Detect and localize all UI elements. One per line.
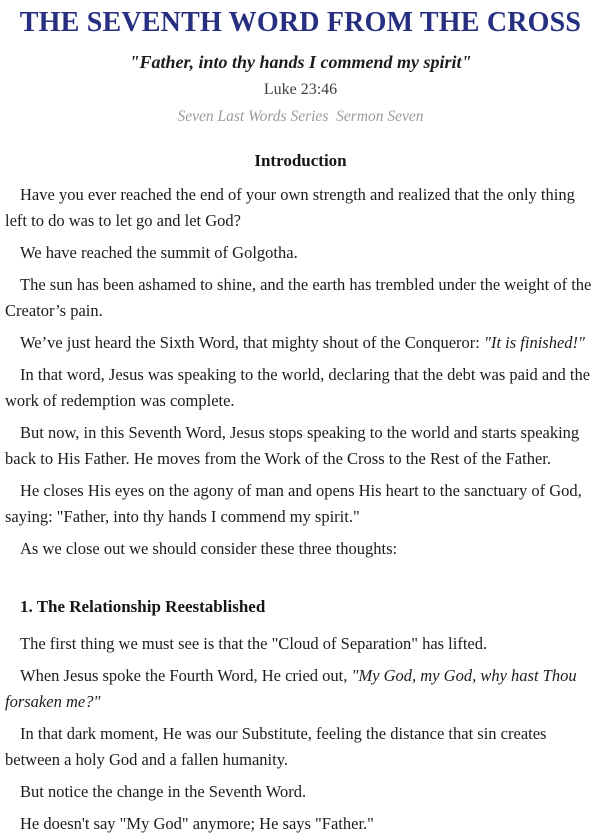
paragraph-text: He closes His eyes on the agony of man and opens His heart to the sanctuary of God, saying: "Father, into thy hands I commend my spirit." (5, 481, 582, 526)
paragraph (5, 536, 596, 562)
quote-italic-text: "My God, my God, why hast Thou forsaken me?" (5, 666, 577, 711)
series-line: Seven Last Words Series Sermon Seven (177, 108, 424, 125)
paragraph (5, 330, 596, 356)
paragraph-text: As we close out we should consider these three thoughts: (20, 539, 398, 558)
paragraph (5, 811, 596, 837)
paragraph-text: The first thing we must see is that the "Cloud of Separation" has lifted. (20, 634, 488, 653)
paragraph-text: The sun has been ashamed to shine, and the earth has trembled under the weight of the Creator’s pain. (5, 275, 592, 320)
paragraph (5, 182, 596, 234)
paragraph-text: But notice the change in the Seventh Word. (20, 782, 307, 801)
section-heading: 1. The Relationship Reestablished (20, 597, 266, 616)
paragraph (5, 478, 596, 530)
quote-italic-text: "It is finished!" (484, 333, 585, 352)
paragraph-text: Have you ever reached the end of your own strength and realized that the only thing left to do was to let go and let God? (5, 185, 575, 230)
paragraph-text: But now, in this Seventh Word, Jesus stops speaking to the world and starts speaking back to His Father. He moves from the Work of the Cross to the Rest of the Father. (5, 423, 580, 468)
paragraph-text: In that dark moment, He was our Substitute, feeling the distance that sin creates between a holy God and a fallen humanity. (5, 724, 547, 769)
paragraph (5, 631, 596, 657)
paragraph (5, 240, 596, 266)
document-title: THE SEVENTH WORD FROM THE CROSS (19, 7, 582, 38)
paragraph-text: When Jesus spoke the Fourth Word, He cried out, (20, 666, 352, 685)
paragraph (5, 721, 596, 773)
paragraph-text: He doesn't say "My God" anymore; He says "Father." (20, 814, 374, 833)
document-body (5, 150, 596, 837)
paragraph (5, 362, 596, 414)
scripture-reference: Luke 23:46 (263, 81, 338, 98)
paragraph-text: We’ve just heard the Sixth Word, that mighty shout of the Conqueror: (20, 333, 485, 352)
document-header (5, 6, 596, 126)
paragraph-text: We have reached the summit of Golgotha. (20, 243, 298, 262)
document-subtitle: "Father, into thy hands I commend my spirit" (129, 52, 472, 72)
section-heading: Introduction (254, 151, 347, 170)
paragraph (5, 420, 596, 472)
paragraph (5, 779, 596, 805)
paragraph-text: In that word, Jesus was speaking to the world, declaring that the debt was paid and the work of redemption was complete. (5, 365, 591, 410)
paragraph (5, 663, 596, 715)
paragraph (5, 272, 596, 324)
